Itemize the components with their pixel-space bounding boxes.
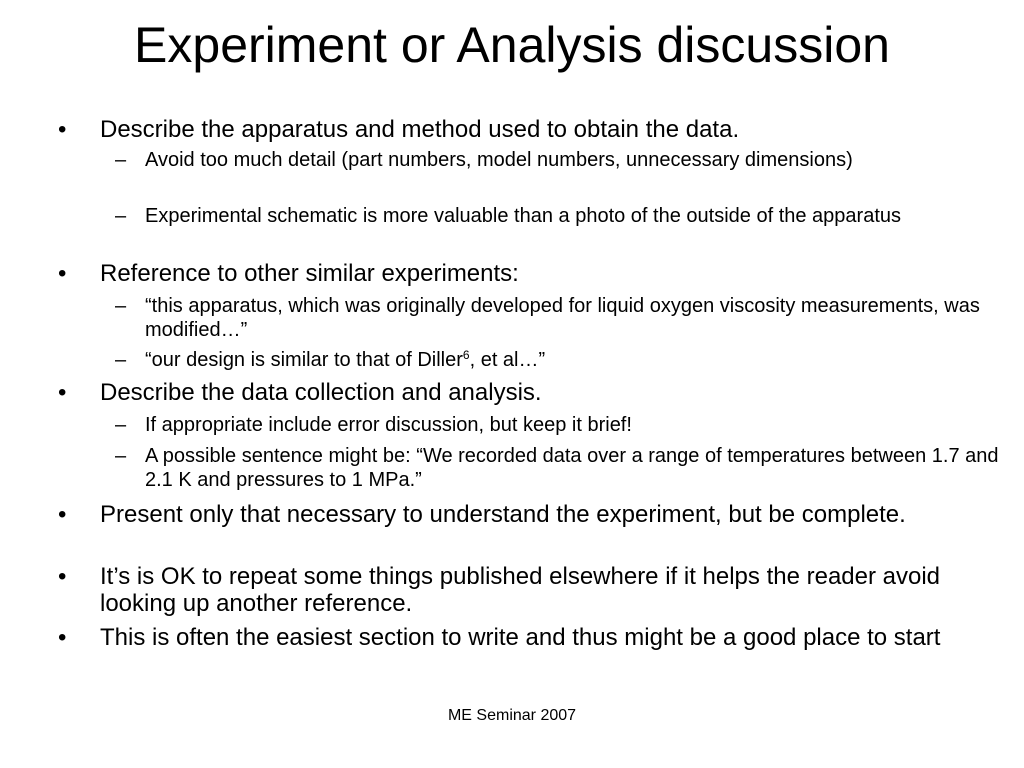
bullet-item — [58, 116, 1010, 143]
sub-bullet-marker: – — [115, 295, 127, 317]
bullet-marker: • — [58, 501, 67, 528]
bullet-item — [58, 260, 1010, 287]
bullet-marker: • — [58, 563, 67, 590]
sub-bullet-item — [115, 204, 1005, 228]
citation-superscript: 6 — [462, 348, 470, 362]
sub-bullet-marker: – — [115, 149, 127, 171]
bullet-marker: • — [58, 624, 67, 651]
sub-bullet-text: A possible sentence might be: “We recorded data over a range of temperatures between 1.7 and 2.1 K and pressures to 1 MPa.” — [145, 445, 999, 491]
bullet-text: It’s is OK to repeat some things published elsewhere if it helps the reader avoid looking up another reference. — [100, 563, 941, 617]
bullet-marker: • — [58, 379, 67, 406]
sub-bullet-text-after: , et al…” — [469, 349, 546, 371]
sub-bullet-text: “this apparatus, which was originally developed for liquid oxygen viscosity measurements, was modified…” — [145, 295, 980, 341]
bullet-text: This is often the easiest section to write and thus might be a good place to start — [100, 624, 941, 651]
bullet-item — [58, 379, 1010, 406]
sub-bullet-item — [115, 294, 1005, 342]
sub-bullet-item — [115, 413, 1005, 437]
bullet-text: Describe the data collection and analysis. — [100, 379, 542, 406]
sub-bullet-text: Avoid too much detail (part numbers, model numbers, unnecessary dimensions) — [145, 149, 853, 171]
bullet-item — [58, 563, 1010, 617]
bullet-marker: • — [58, 116, 67, 143]
sub-bullet-marker: – — [115, 349, 127, 371]
bullet-marker: • — [58, 260, 67, 287]
sub-bullet-marker: – — [115, 445, 127, 467]
sub-bullet-text: If appropriate include error discussion, but keep it brief! — [145, 414, 632, 436]
sub-bullet-text: Experimental schematic is more valuable than a photo of the outside of the apparatus — [145, 205, 902, 227]
sub-bullet-text-before: “our design is similar to that of Diller — [145, 349, 463, 371]
sub-bullet-item — [115, 348, 1005, 372]
bullet-item — [58, 624, 1010, 651]
bullet-item — [58, 501, 1010, 528]
sub-bullet-marker: – — [115, 414, 127, 436]
bullet-text: Describe the apparatus and method used to obtain the data. — [100, 116, 740, 143]
slide-footer: ME Seminar 2007 — [447, 707, 577, 724]
slide-title: Experiment or Analysis discussion — [134, 17, 890, 73]
bullet-text: Reference to other similar experiments: — [100, 260, 519, 287]
sub-bullet-item — [115, 444, 1005, 492]
sub-bullet-item — [115, 148, 1005, 172]
sub-bullet-marker: – — [115, 205, 127, 227]
bullet-text: Present only that necessary to understand the experiment, but be complete. — [100, 501, 906, 528]
